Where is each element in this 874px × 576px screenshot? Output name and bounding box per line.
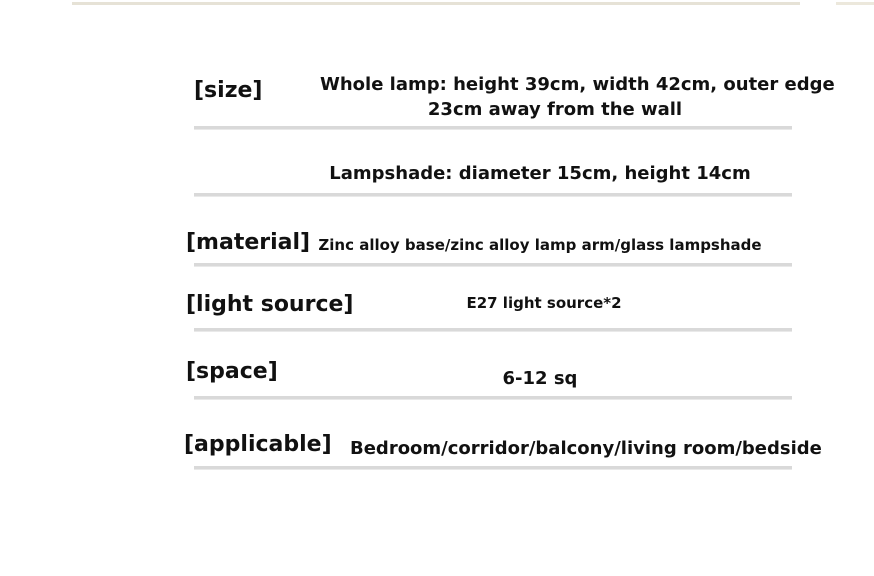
applicable-value: Bedroom/corridor/balcony/living room/bedside (350, 438, 822, 459)
divider-size (194, 126, 792, 130)
size-label: [size] (194, 78, 263, 103)
space-value: 6-12 sq (502, 368, 578, 389)
size-value-line1: Whole lamp: height 39cm, width 42cm, outer edge (320, 74, 835, 95)
divider-space (194, 396, 792, 400)
applicable-label: [applicable] (184, 432, 332, 457)
divider-light-source (194, 328, 792, 332)
material-label: [material] (186, 230, 311, 255)
divider-lampshade (194, 193, 792, 197)
top-divider (72, 2, 800, 5)
space-label: [space] (186, 359, 278, 384)
divider-applicable (194, 466, 792, 470)
divider-material (194, 263, 792, 267)
light-source-value: E27 light source*2 (466, 294, 622, 312)
material-value: Zinc alloy base/zinc alloy lamp arm/glass lampshade (318, 236, 762, 254)
size-value (320, 72, 835, 122)
top-divider-right (836, 2, 874, 5)
lampshade-value: Lampshade: diameter 15cm, height 14cm (329, 163, 751, 184)
light-source-label: [light source] (186, 292, 354, 317)
size-value-line2: 23cm away from the wall (427, 99, 683, 120)
